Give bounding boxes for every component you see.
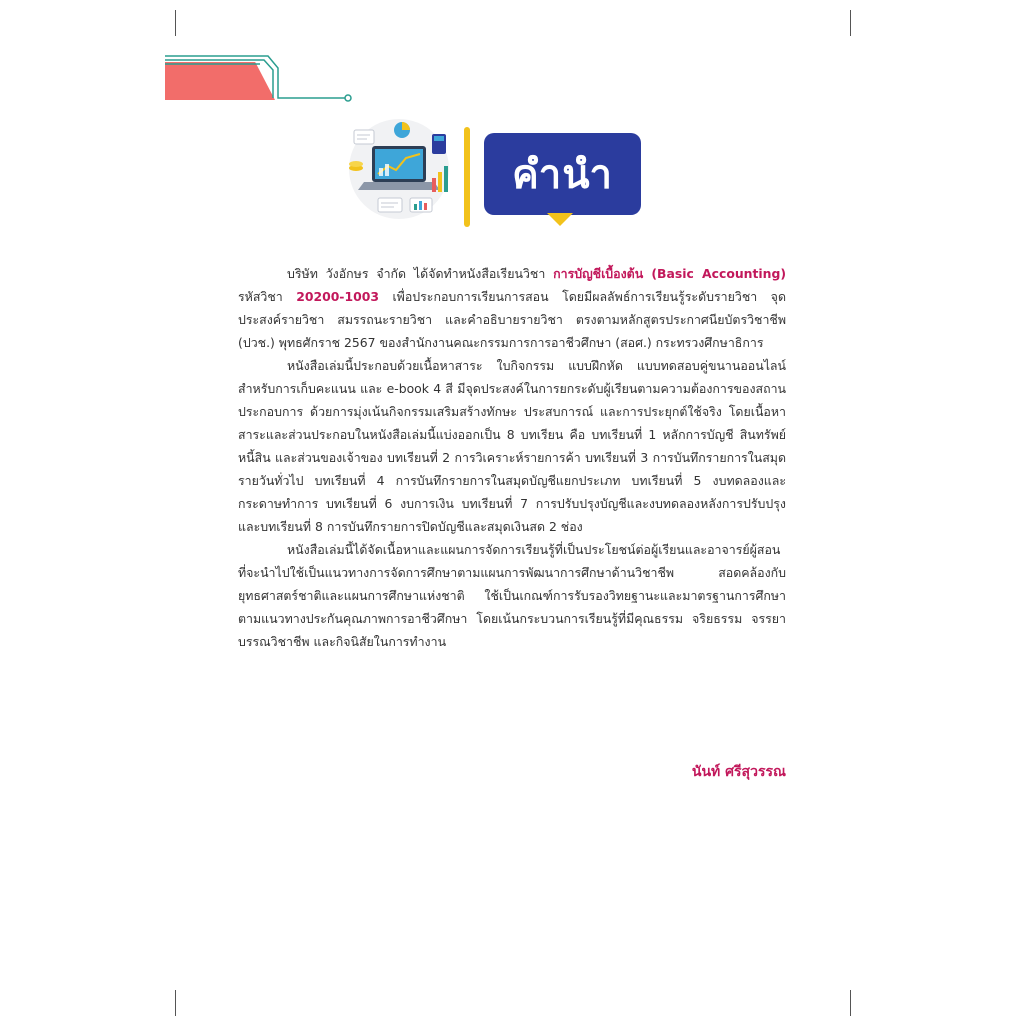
author-signature: นันท์ ศรีสุวรรณ [691,764,786,780]
accounting-laptop-illustration [338,116,460,222]
page-title-box [484,133,641,215]
crop-mark-bottom-right [850,990,851,1016]
paragraph-text: หนังสือเล่มนี้ได้จัดเนื้อหาและแผนการจัดการเรียนรู้ที่เป็นประโยชน์ต่อผู้เรียนและอาจารย์ผู้สอนที่จะนำไปใช้เป็นแนวทางการจัดการศึกษาตามแผนการพัฒนาการศึกษาด้านวิชาชีพ สอดคล้องกับยุทธศาสตร์ชาติและแผนการศึกษาแห่งชาติ ใช้เป็นเกณฑ์การรับรองวิทยฐานะและมาตรฐานการศึกษาตามแนวทางประกันคุณภาพการอาชีวศึกษา โดยเน้นกระบวนการเรียนรู้ที่มีคุณธรรม จริยธรรม จรรยาบรรณวิชาชีพ และกิจนิสัยในการทำงาน [238,542,786,649]
circuit-lines-decoration [160,50,360,110]
crop-mark-top-left [175,10,176,36]
paragraph-text: เพื่อประกอบการเรียนการสอน โดยมีผลลัพธ์การเรียนรู้ระดับรายวิชา จุดประสงค์รายวิชา สมรรถนะรายวิชา และคำอธิบายรายวิชา ตรงตามหลักสูตรประกาศนียบัตรวิชาชีพ (ปวช.) พุทธศักราช 2567 ของสำนักงานคณะกรรมการการอาชีวศึกษา (สอศ.) กระทรวงศึกษาธิการ [238,289,786,350]
title-accent-bar [464,127,470,227]
title-pointer-triangle [547,213,573,226]
paragraph-text: รหัสวิชา [238,289,297,304]
course-code: 20200-1003 [296,289,379,304]
paragraph-text: หนังสือเล่มนี้ประกอบด้วยเนื้อหาสาระ ใบกิจกรรม แบบฝึกหัด แบบทดสอบคู่ขนานออนไลน์สำหรับการเก็บคะแนน และ e-book 4 สี มีจุดประสงค์ในการยกระดับผู้เรียนตามความต้องการของสถานประกอบการ ด้วยการมุ่งเน้นกิจกรรมเสริมสร้างทักษะ ประสบการณ์ และการประยุกต์ใช้จริง โดยเนื้อหาสาระและส่วนประกอบในหนังสือเล่มนี้แบ่งออกเป็น 8 บทเรียน คือ บทเรียนที่ 1 หลักการบัญชี สินทรัพย์ หนี้สิน และส่วนของเจ้าของ บทเรียนที่ 2 การวิเคราะห์รายการค้า บทเรียนที่ 3 การบันทึกรายการในสมุดรายวันทั่วไป บทเรียนที่ 4 การบันทึกรายการในสมุดบัญชีแยกประเภท บทเรียนที่ 5 งบทดลองและกระดาษทำการ บทเรียนที่ 6 งบการเงิน บทเรียนที่ 7 การปรับปรุงบัญชีและงบทดลองหลังการปรับปรุง และบทเรียนที่ 8 การบันทึกรายการปิดบัญชีและสมุดเงินสด 2 ช่อง [238,358,786,534]
page-title: คำนำ [511,152,614,198]
course-title: การบัญชีเบื้องต้น (Basic Accounting) [553,266,787,281]
paragraph [238,538,786,653]
preface-body [238,262,786,653]
crop-mark-top-right [850,10,851,36]
paragraph [238,354,786,538]
paragraph [238,262,786,354]
paragraph-text: บริษัท วังอักษร จำกัด ได้จัดทำหนังสือเรียนวิชา [287,266,554,281]
crop-mark-bottom-left [175,990,176,1016]
